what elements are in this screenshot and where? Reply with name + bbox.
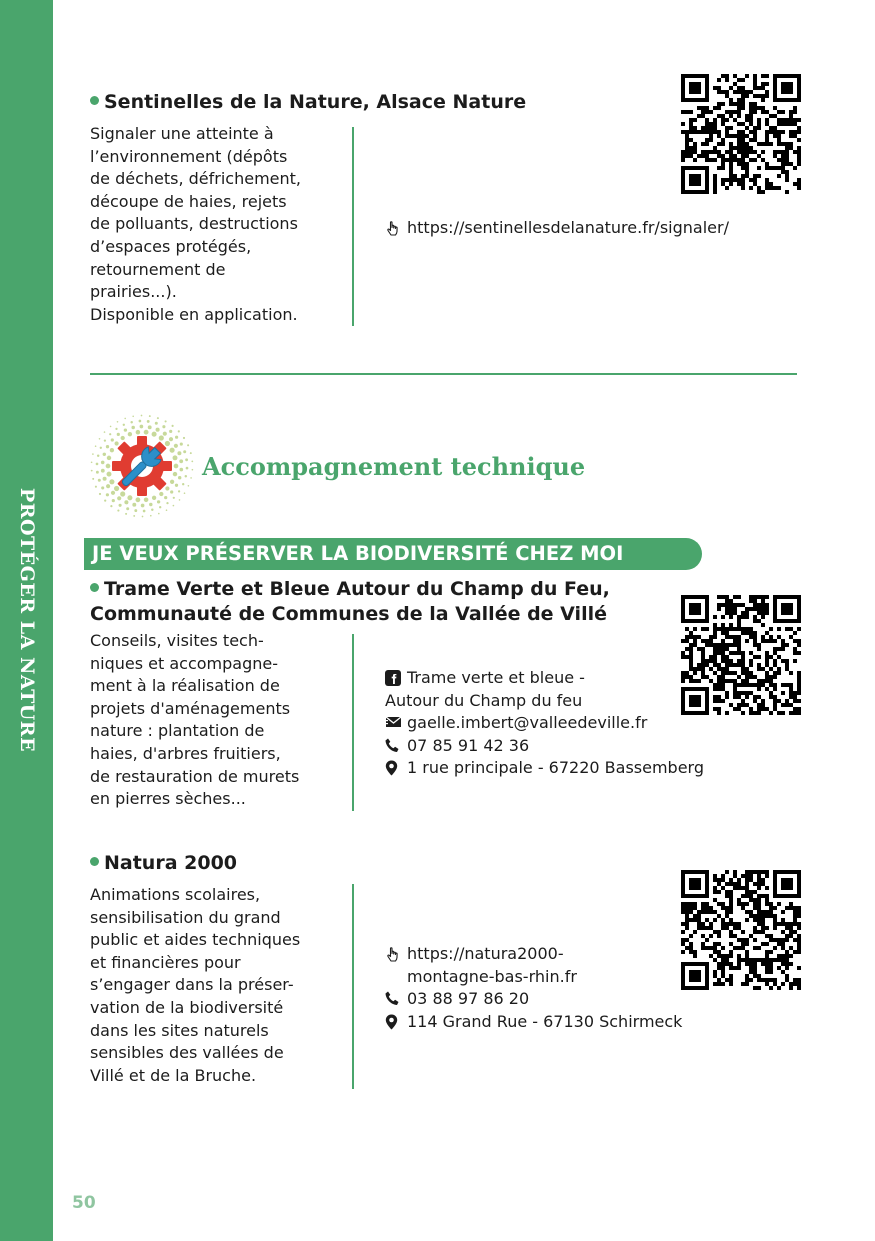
entry-description-sentinelles <box>90 123 340 326</box>
qr-code-natura-2000 <box>681 870 801 990</box>
envelope-icon <box>385 712 403 734</box>
bullet-icon <box>90 857 99 866</box>
desc-line: de polluants, destructions <box>90 214 298 234</box>
link-row[interactable] <box>385 217 729 240</box>
facebook-page-name[interactable]: Trame verte et bleue - <box>407 668 585 687</box>
desc-line: s’engager dans la préser- <box>90 975 294 995</box>
address-row <box>385 757 704 780</box>
website-link[interactable]: https://natura2000- <box>407 944 564 963</box>
desc-line: Villé et de la Bruche. <box>90 1065 257 1085</box>
bullet-icon <box>90 96 99 105</box>
desc-line: retournement de <box>90 259 226 279</box>
entry-title-text: Trame Verte et Bleue Autour du Champ du Feu, <box>104 578 610 600</box>
desc-line: l’environnement (dépôts <box>90 146 288 166</box>
desc-line: niques et accompagne- <box>90 653 278 673</box>
entry-title-trame-verte <box>90 577 610 627</box>
desc-line: vation de la biodiversité <box>90 997 284 1017</box>
desc-line: découpe de haies, rejets <box>90 191 287 211</box>
section-banner <box>84 538 702 570</box>
banner-text: JE VEUX PRÉSERVER LA BIODIVERSITÉ CHEZ MOI <box>92 542 624 565</box>
qr-code-sentinelles <box>681 74 801 194</box>
column-divider <box>352 127 354 326</box>
desc-line: sensibilisation du grand <box>90 907 281 927</box>
entry-contact-trame-verte <box>385 667 704 780</box>
phone-icon <box>385 988 403 1010</box>
column-divider <box>352 884 354 1089</box>
entry-title-text: Natura 2000 <box>104 852 238 874</box>
map-pin-icon <box>385 757 403 779</box>
email-row[interactable] <box>385 712 704 735</box>
qr-code-trame-verte <box>681 595 801 715</box>
desc-line: en pierres sèches... <box>90 789 246 809</box>
address-text: 1 rue principale - 67220 Bassemberg <box>407 758 704 778</box>
email-link[interactable]: gaelle.imbert@valleedeville.fr <box>407 713 648 733</box>
desc-line: projets d'aménagements <box>90 698 291 718</box>
pointer-hand-icon <box>385 943 403 965</box>
phone-row[interactable] <box>385 735 704 758</box>
desc-line: Disponible en application. <box>90 304 298 324</box>
entry-description-trame-verte <box>90 630 340 811</box>
desc-line: Signaler une atteinte à <box>90 124 274 143</box>
website-link[interactable]: https://sentinellesdelanature.fr/signaler/ <box>407 218 729 237</box>
phone-icon <box>385 735 403 757</box>
sidebar <box>0 0 53 1241</box>
phone-number[interactable]: 03 88 97 86 20 <box>407 989 530 1009</box>
facebook-row[interactable] <box>385 667 704 690</box>
entry-contact-natura-2000 <box>385 943 682 1033</box>
section-divider <box>90 373 797 375</box>
bullet-icon <box>90 583 99 592</box>
entry-title-sentinelles <box>90 90 526 115</box>
entry-contact-sentinelles <box>385 217 729 240</box>
address-row <box>385 1011 682 1034</box>
entry-title-text: Sentinelles de la Nature, Alsace Nature <box>104 91 527 113</box>
website-link-cont[interactable]: montagne-bas-rhin.fr <box>407 966 577 986</box>
sidebar-label: PROTÉGER LA NATURE <box>16 487 38 753</box>
entry-title-text: Communauté de Communes de la Vallée de Villé <box>90 603 607 625</box>
desc-line: prairies...). <box>90 282 177 302</box>
desc-line: Animations scolaires, <box>90 885 261 904</box>
desc-line: et financières pour <box>90 952 241 972</box>
phone-number[interactable]: 07 85 91 42 36 <box>407 735 530 755</box>
desc-line: dans les sites naturels <box>90 1020 269 1040</box>
desc-line: Conseils, visites tech- <box>90 631 264 650</box>
desc-line: ment à la réalisation de <box>90 676 280 696</box>
link-row[interactable] <box>385 943 682 966</box>
address-text: 114 Grand Rue - 67130 Schirmeck <box>407 1011 683 1031</box>
desc-line: nature : plantation de <box>90 721 265 741</box>
entry-description-natura-2000 <box>90 884 340 1087</box>
desc-line: de déchets, défrichement, <box>90 169 302 189</box>
desc-line: sensibles des vallées de <box>90 1043 284 1063</box>
facebook-page-name-cont[interactable]: Autour du Champ du feu <box>385 690 583 710</box>
desc-line: d’espaces protégés, <box>90 236 252 256</box>
pointer-hand-icon <box>385 217 403 239</box>
phone-row[interactable] <box>385 988 682 1011</box>
section-title: Accompagnement technique <box>202 452 586 481</box>
desc-line: haies, d'arbres fruitiers, <box>90 743 281 763</box>
page-number: 50 <box>72 1193 96 1213</box>
column-divider <box>352 634 354 811</box>
facebook-icon <box>385 667 403 689</box>
desc-line: de restauration de murets <box>90 766 300 786</box>
gear-wrench-icon <box>88 412 196 520</box>
map-pin-icon <box>385 1011 403 1033</box>
desc-line: public et aides techniques <box>90 930 301 950</box>
entry-title-natura-2000 <box>90 851 237 876</box>
